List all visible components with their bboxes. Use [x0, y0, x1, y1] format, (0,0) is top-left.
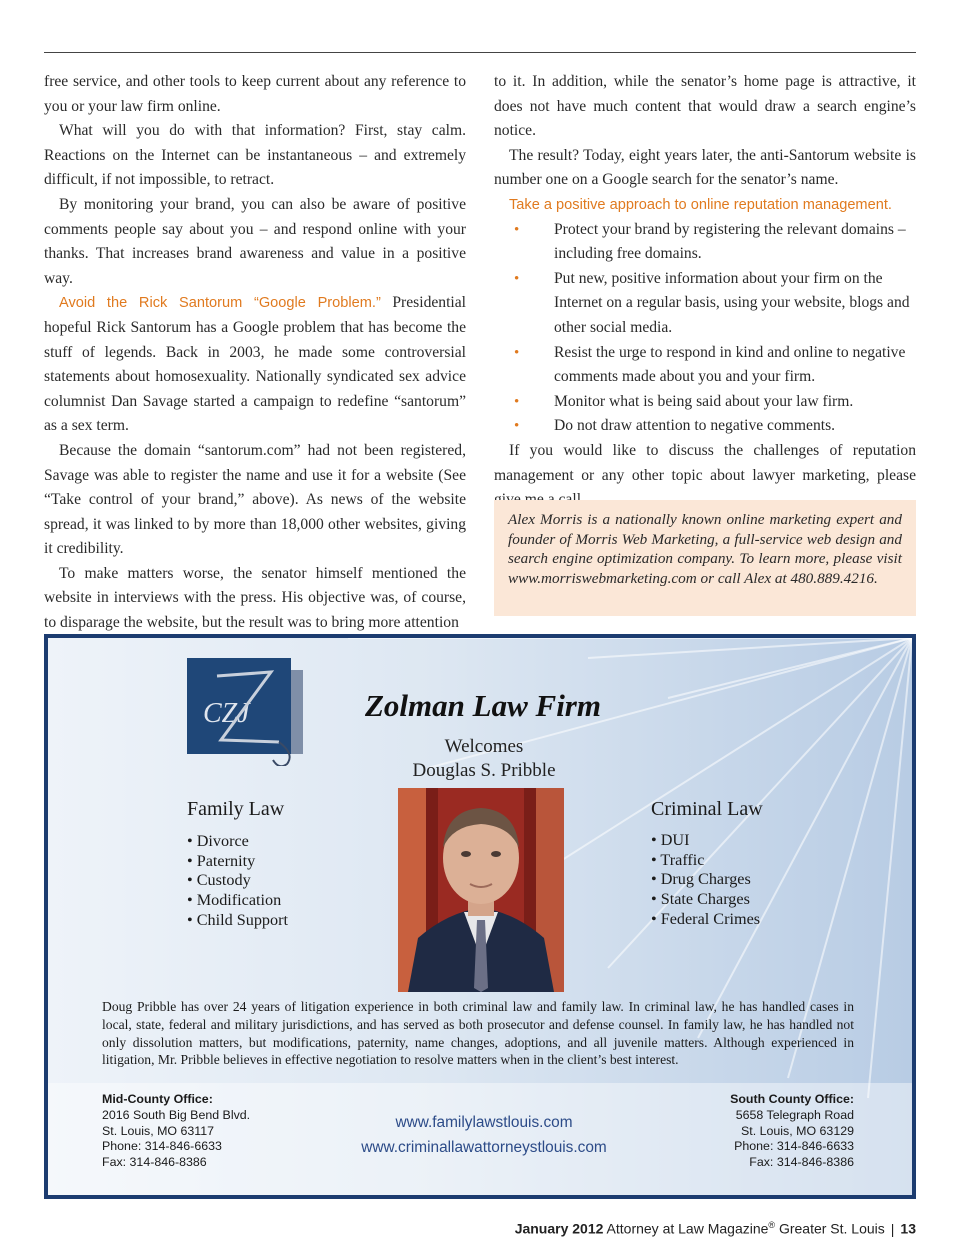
magazine-name: Attorney at Law Magazine [606, 1220, 769, 1237]
list-item: • Child Support [187, 910, 289, 929]
attorney-description: Doug Pribble has over 24 years of litigation experience in both criminal law and family law. In criminal law, he has handled cases in local, state, federal and military jurisdictions, and has served as both prosecutor and defense counsel. In family law, he has handled not only dissolution matters, but modifications, paternity, name changes, adoptions, and all juvenile matters. Although experienced in litigation, Mr. Pribble believes in effective negotiation to resolve matters when in the client’s best interest. [102, 999, 854, 1068]
list-item: • Custody [187, 871, 251, 890]
bullet-icon: • [514, 344, 520, 361]
paragraph: Because the domain “santorum.com” had not been registered, Savage was able to register the name and use it for a website (See “Take control of your brand,” above). As news of the website spread, it was linked to by more than 18,000 other websites, giving it credibility. [44, 441, 466, 558]
office-city: St. Louis, MO 63117 [102, 1123, 215, 1138]
santorum-paragraph [44, 291, 466, 439]
closing-paragraph: If you would like to discuss the challenges of reputation management or any other topic about lawyer marketing, please [494, 441, 916, 484]
criminal-law-list [651, 831, 760, 930]
attorney-name: Douglas S. Pribble [412, 760, 556, 781]
list-item: • DUI [651, 831, 690, 849]
list-item: • Monitor what is being said about your law firm. [494, 390, 916, 415]
region-name: Greater St. Louis [778, 1220, 885, 1237]
paragraph: What will you do with that information? First, stay calm. Reactions on the Internet can be instantaneous – and extremely difficult, if not impossible, to retract. [44, 122, 466, 189]
top-rule [44, 52, 916, 53]
mid-county-office [102, 1092, 250, 1171]
list-item: • Protect your brand by registering the relevant domains – including free domains. [494, 218, 916, 267]
zolman-law-firm-ad [44, 634, 916, 1199]
list-item: • Divorce [187, 832, 249, 850]
office-street: 2016 South Big Bend Blvd. [102, 1107, 251, 1122]
welcome-text: Welcomes [444, 736, 524, 757]
positive-approach-heading: Take a positive approach to online reputation management. [509, 196, 892, 213]
office-label: Mid-County Office: [102, 1092, 213, 1106]
paragraph: The result? Today, eight years later, the anti-Santorum website is number one on a Google search for the senator’s name. [494, 146, 916, 189]
south-county-office [668, 1092, 854, 1171]
czj-logo [187, 658, 307, 766]
paragraph: By monitoring your brand, you can also be aware of positive comments people say about you – and respond online with your thanks. That increases brand awareness and value in a positive way. [44, 195, 466, 287]
list-item: • Do not draw attention to negative comments. [494, 414, 916, 439]
page-number: 13 [900, 1220, 916, 1237]
issue-date: January 2012 [514, 1220, 604, 1237]
bullet-icon: • [514, 418, 520, 435]
footer-divider: | [890, 1220, 895, 1237]
paragraph: To make matters worse, the senator himself mentioned the website in interviews with the press. His objective was, of course, to disparage the website, but the result was to bring more attention [44, 564, 466, 632]
article-left-column [44, 70, 466, 636]
family-law-website-link[interactable]: www.familylawstlouis.com [395, 1114, 573, 1131]
author-bio-box: Alex Morris is a nationally known online marketing expert and founder of Morris Web Marketing, a full-service web design and search engine optimization company. To learn more, please visit www.morriswebmarketing.com or call Alex at 480.889.4216. [494, 500, 916, 616]
paragraph-text: Presidential hopeful Rick Santorum has a Google problem that has become the stuff of legends. Back in 2003, he made some controversial statements about homosexuality. Nationally syndicated sex advice columnist Dan Savage started a campaign to redefine “santorum” as a sex term. [44, 294, 466, 435]
page-footer [515, 1220, 916, 1237]
registered-mark: ® [768, 1220, 776, 1230]
list-item: • Modification [187, 891, 282, 910]
office-phone: Phone: 314-846-6633 [102, 1139, 222, 1154]
office-fax: Fax: 314-846-8386 [102, 1155, 207, 1170]
office-label: South County Office: [730, 1092, 854, 1106]
paragraph: to it. In addition, while the senator’s home page is attractive, it does not have much content that would draw a search engine’s notice. [494, 73, 916, 140]
attorney-photo [398, 788, 564, 992]
list-item: • Federal Crimes [651, 909, 761, 928]
tips-list [494, 218, 916, 439]
list-item: • Put new, positive information about your firm on the Internet on a regular basis, using your website, blogs and other social media. [494, 267, 916, 341]
firm-title: Zolman Law Firm [365, 688, 601, 723]
office-phone: Phone: 314-846-6633 [734, 1139, 854, 1154]
family-law-heading: Family Law [187, 798, 285, 820]
criminal-law-heading: Criminal Law [651, 798, 763, 820]
office-city: St. Louis, MO 63129 [741, 1123, 854, 1138]
paragraph: free service, and other tools to keep current about any reference to you or your law firm online. [44, 73, 466, 115]
list-item: • Paternity [187, 851, 256, 870]
svg-text:CZJ: CZJ [203, 698, 250, 729]
list-item: • State Charges [651, 890, 750, 909]
office-street: 5658 Telegraph Road [735, 1107, 854, 1122]
list-item: • Traffic [651, 850, 705, 869]
article-right-column [494, 70, 916, 513]
office-fax: Fax: 314-846-8386 [749, 1155, 854, 1170]
list-item: • Drug Charges [651, 870, 751, 889]
santorum-heading: Avoid the Rick Santorum “Google Problem.” [59, 295, 381, 312]
criminal-law-website-link[interactable]: www.criminallawattorneystlouis.com [361, 1139, 607, 1156]
bullet-icon: • [514, 393, 520, 410]
list-item: • Resist the urge to respond in kind and online to negative comments made about you and your firm. [494, 341, 916, 390]
family-law-list [187, 832, 288, 931]
bullet-icon: • [514, 270, 520, 287]
bullet-icon: • [514, 221, 520, 238]
